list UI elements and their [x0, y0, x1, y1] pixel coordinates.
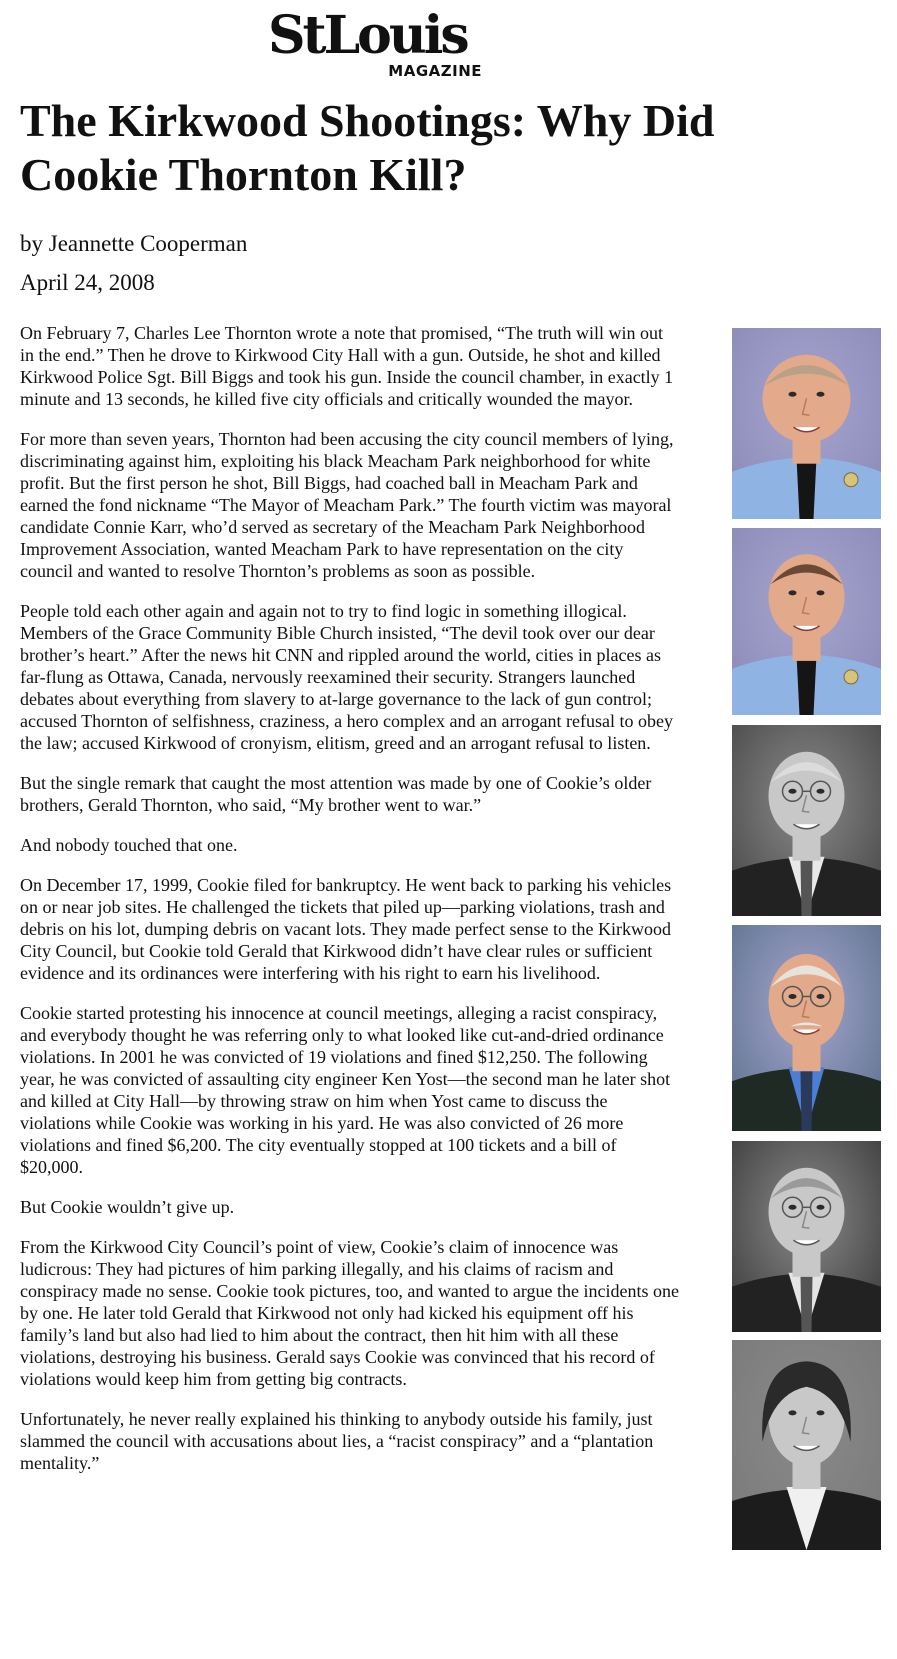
- masthead-logo[interactable]: [258, 5, 498, 82]
- article-paragraph: Unfortunately, he never really explained his thinking to anybody outside his family, just slammed the council with accusations about lies, a “racist conspiracy” and a “plantation mentality.”: [20, 1409, 654, 1473]
- article-title: The Kirkwood Shootings: Why Did Cookie Thornton Kill?: [20, 95, 715, 200]
- article-paragraph: On February 7, Charles Lee Thornton wrote a note that promised, “The truth will win out in the end.” Then he drove to Kirkwood City Hall with a gun. Outside, he shot and killed Kirkwood Police Sgt. Bill Biggs and took his gun. Inside the council chamber, in exactly 1 minute and 13 seconds, he killed five city officials and critically wounded the mayor.: [20, 323, 674, 409]
- logo-subtitle: MAGAZINE: [388, 62, 482, 80]
- article-paragraph: For more than seven years, Thornton had been accusing the city council members of lying, discriminating against him, exploiting his black Meacham Park neighborhood for white profit. But the first person he shot, Bill Biggs, had coached ball in Meacham Park and earned the fond nickname “The Mayor of Meacham Park.” The fourth victim was mayoral candidate Connie Karr, who’d served as secretary of the Meacham Park Neighborhood Improvement Association, wanted Meacham Park to have representation on the city council and wanted to resolve Thornton’s problems as soon as possible.: [20, 429, 674, 581]
- article-date: April 24, 2008: [20, 270, 155, 295]
- article-paragraph: And nobody touched that one.: [20, 835, 238, 855]
- victim-photo-5: [732, 1141, 881, 1332]
- logo-wordmark: StLouis: [268, 5, 467, 66]
- article-paragraph: People told each other again and again not to try to find logic in something illogical. Members of the Grace Community Bible Church insisted, “The devil took over our dear brother’s heart.” After the news hit CNN and rippled around the world, cities in places as far-flung as Ottawa, Canada, nervously reexamined their security. Strangers launched debates about everything from slavery to at-large governance to the lack of gun control; accused Thornton of selfishness, craziness, a hero complex and an arrogant refusal to obey the law; accused Kirkwood of cronyism, elitism, greed and an arrogant refusal to listen.: [20, 601, 673, 753]
- article-paragraph: But the single remark that caught the most attention was made by one of Cookie’s older brothers, Gerald Thornton, who said, “My brother went to war.”: [20, 773, 652, 815]
- victim-photo-2: [732, 528, 881, 715]
- victim-photo-1: [732, 328, 881, 519]
- victim-photo-4: [732, 925, 881, 1131]
- victim-photo-3: [732, 725, 881, 916]
- article-body: [20, 322, 680, 1492]
- article-paragraph: Cookie started protesting his innocence at council meetings, alleging a racist conspiracy, and everybody thought he was referring only to what looked like cut-and-dried ordinance violations. In 2001 he was convicted of 19 violations and fined $12,250. The following year, he was convicted of assaulting city engineer Ken Yost—the second man he later shot and killed at City Hall—by throwing straw on him when Yost came to discuss the violations while Cookie was working in his yard. He was also convicted of 26 more violations and fined $6,200. The city eventually stopped at 100 tickets and a bill of $20,000.: [20, 1003, 671, 1177]
- article-paragraph: On December 17, 1999, Cookie filed for bankruptcy. He went back to parking his vehicles on or near job sites. He challenged the tickets that piled up—parking violations, trash and debris on his lot, dumping debris on vacant lots. They made perfect sense to the Kirkwood City Council, but Cookie told Gerald that Kirkwood didn’t have clear rules or sufficient evidence and its ordinances were interfering with his right to earn his livelihood.: [20, 875, 672, 983]
- victim-photo-6: [732, 1340, 881, 1550]
- article-byline: by Jeannette Cooperman: [20, 231, 248, 256]
- article-paragraph: From the Kirkwood City Council’s point of view, Cookie’s claim of innocence was ludicrous: They had pictures of him parking illegally, and his claims of racism and conspiracy made no sense. Cookie took pictures, too, and wanted to argue the incidents one by one. He later told Gerald that Kirkwood not only had kicked his equipment off his family’s land but also had lied to him about the contract, then hit him with all these violations, destroying his business. Gerald says Cookie was convinced that his record of violations would keep him from getting big contracts.: [20, 1237, 679, 1389]
- article-paragraph: But Cookie wouldn’t give up.: [20, 1197, 235, 1217]
